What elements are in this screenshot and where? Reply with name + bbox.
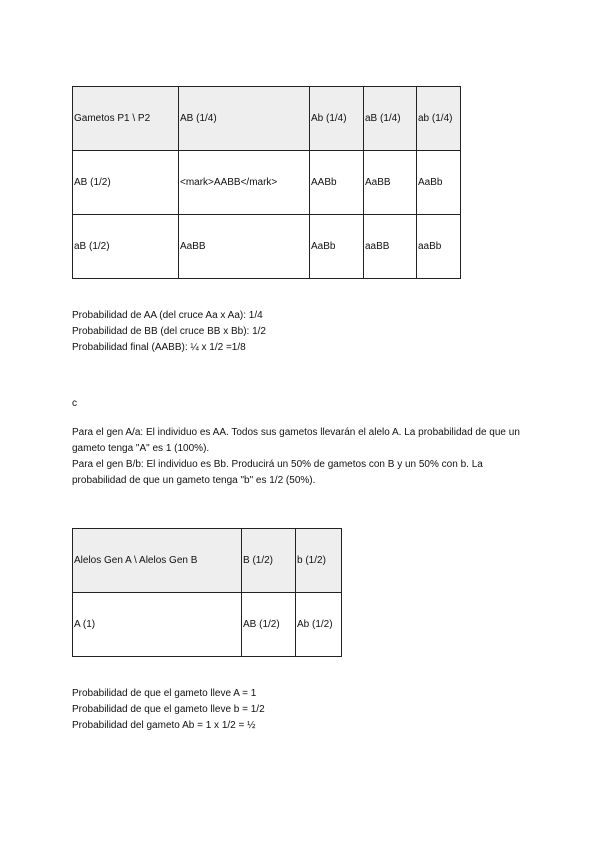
probabilities-block-2	[72, 686, 265, 734]
table-cell: aaBB	[364, 215, 417, 279]
table-cell: AaBB	[364, 151, 417, 215]
table-row	[73, 215, 461, 279]
table-cell: AB (1/2)	[242, 593, 296, 657]
table-header-cell: Gametos P1 \ P2	[73, 87, 179, 151]
table-header-cell: Ab (1/4)	[310, 87, 364, 151]
explanation-block	[72, 425, 532, 489]
table-cell: AABb	[310, 151, 364, 215]
table-cell: AaBb	[417, 151, 461, 215]
table-header-cell: B (1/2)	[242, 529, 296, 593]
section-label	[72, 396, 77, 412]
probability-line: Probabilidad de AA (del cruce Aa x Aa): 1/4	[72, 310, 263, 321]
probability-line: Probabilidad del gameto Ab = 1 x 1/2 = ½	[72, 720, 256, 731]
table-header-row	[73, 87, 461, 151]
explanation-paragraph: Para el gen B/b: El individuo es Bb. Producirá un 50% de gametos con B y un 50% con b. La probabilidad de que un gameto tenga "b" es 1/2 (50%).	[72, 459, 483, 486]
probabilities-block-1	[72, 308, 266, 356]
punnett-table-2	[72, 528, 342, 657]
probability-line: Probabilidad final (AABB): ¼ x 1/2 =1/8	[72, 342, 246, 353]
table-header-cell: Alelos Gen A \ Alelos Gen B	[73, 529, 242, 593]
table-cell: AB (1/2)	[73, 151, 179, 215]
section-label-text: c	[72, 398, 77, 409]
table-row	[73, 593, 342, 657]
table-header-cell: b (1/2)	[296, 529, 342, 593]
table-header-cell: aB (1/4)	[364, 87, 417, 151]
table-cell: AaBb	[310, 215, 364, 279]
probability-line: Probabilidad de BB (del cruce BB x Bb): 1/2	[72, 326, 266, 337]
probability-line: Probabilidad de que el gameto lleve b = 1/2	[72, 704, 265, 715]
punnett-table-1	[72, 86, 461, 279]
table-header-cell: ab (1/4)	[417, 87, 461, 151]
table-row	[73, 151, 461, 215]
explanation-paragraph: Para el gen A/a: El individuo es AA. Todos sus gametos llevarán el alelo A. La probabilidad de que un gameto tenga "A" es 1 (100%).	[72, 427, 520, 454]
table-cell: A (1)	[73, 593, 242, 657]
table-cell: <mark>AABB</mark>	[179, 151, 310, 215]
table-cell: AaBB	[179, 215, 310, 279]
table-header-row	[73, 529, 342, 593]
table-cell: aB (1/2)	[73, 215, 179, 279]
table-cell: Ab (1/2)	[296, 593, 342, 657]
probability-line: Probabilidad de que el gameto lleve A = 1	[72, 688, 257, 699]
table-header-cell: AB (1/4)	[179, 87, 310, 151]
table-cell: aaBb	[417, 215, 461, 279]
